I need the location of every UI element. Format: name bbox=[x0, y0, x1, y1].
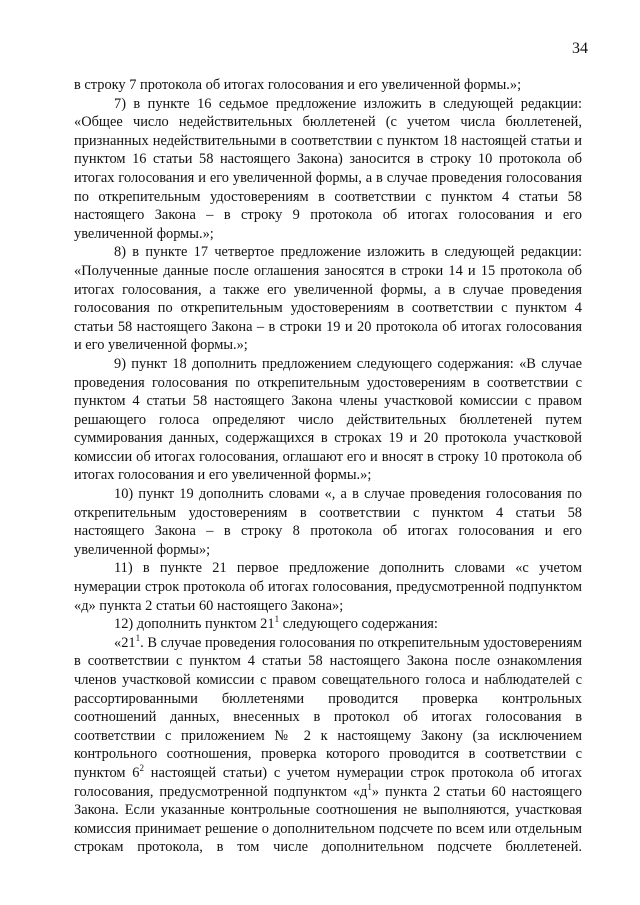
superscript: 1 bbox=[274, 614, 280, 625]
document-body bbox=[74, 76, 582, 857]
paragraph-item-9: 9) пункт 18 дополнить предложением следующего содержания: «В случае проведения голосования по открепительным удостоверениям в соответствии с пунктом 4 статьи 58 настоящего Закона члены участковой комиссии с правом решающего голоса определяют число действительных бюллетеней путем суммирования данных, содержащихся в строках 19 и 20 протокола участковой комиссии об итогах голосования, оглашают его и вносят в строку 10 протокола об итогах голосования и его увеличенной формы.»; bbox=[74, 355, 582, 484]
paragraph-item-8: 8) в пункте 17 четвертое предложение изложить в следующей редакции: «Полученные данные после оглашения заносятся в строки 14 и 15 протокола об итогах голосования, а также его увеличенной формы, а в случае проведения голосования по открепительным удостоверениям в соответствии с пунктом 4 статьи 58 настоящего Закона – в строки 19 и 20 протокола об итогах голосования и его увеличенной формы.»; bbox=[74, 244, 582, 354]
page-number: 34 bbox=[572, 40, 588, 57]
paragraph-text: настоящей статьи) с учетом нумерации строк протокола об итогах голосования, предусмотренной подпунктом «д bbox=[74, 764, 583, 800]
paragraph-item-11: 11) в пункте 21 первое предложение дополнить словами «с учетом нумерации строк протокола об итогах голосования, предусмотренной подпунктом «д» пункта 2 статьи 60 настоящего Закона»; bbox=[74, 560, 582, 614]
superscript: 1 bbox=[135, 632, 141, 643]
superscript: 1 bbox=[367, 781, 372, 792]
paragraph-text: «21 bbox=[114, 634, 136, 651]
paragraph-text: 12) дополнить пунктом 21 bbox=[114, 616, 275, 633]
paragraph-item-7: 7) в пункте 16 седьмое предложение изложить в следующей редакции: «Общее число недействительных бюллетеней (с учетом числа бюллетеней, признанных недействительными в соответствии с пунктом 18 настоящей статьи и пунктом 16 статьи 58 настоящего Закона) заносится в строку 10 протокола об итогах голосования и его увеличенной формы, а в случае проведения голосования по открепительным удостоверениям в соответствии с пунктом 4 статьи 58 настоящего Закона – в строку 9 протокола об итогах голосования и его увеличенной формы.»; bbox=[74, 95, 582, 242]
paragraph-text: . В случае проведения голосования по открепительным удостоверениям в соответствии с пунктом 4 статьи 58 настоящего Закона после ознакомления членов участковой комиссии с правом совещательного голоса и наблюдателей с рассортированными бюллетенями проводится проверка контрольных соотношений данных, внесенных в протокол об итогах голосования в соответствии с приложением № 2 к настоящему Закону (за исключением контрольного соотношения, проверка которого проводится в соответствии с пунктом 6 bbox=[74, 634, 582, 781]
paragraph-continuation: в строку 7 протокола об итогах голосования и его увеличенной формы.»; bbox=[74, 77, 522, 93]
paragraph-text: следующего содержания: bbox=[279, 616, 438, 633]
paragraph-item-12 bbox=[74, 615, 582, 634]
paragraph-text: » пункта 2 статьи 60 настоящего Закона. Если указанные контрольные соотношения не выполняются, участковая комиссия принимает решение о дополнительном подсчете по всем или отдельным строкам протокола, в том числе дополнительном подсчете бюллетеней. bbox=[74, 783, 583, 856]
paragraph-item-10: 10) пункт 19 дополнить словами «, а в случае проведения голосования по открепительным удостоверениям в соответствии с пунктом 4 статьи 58 настоящего Закона – в строку 8 протокола об итогах голосования и его увеличенной формы»; bbox=[74, 486, 582, 558]
paragraph-item-21-1 bbox=[74, 634, 582, 857]
superscript: 2 bbox=[139, 762, 145, 773]
